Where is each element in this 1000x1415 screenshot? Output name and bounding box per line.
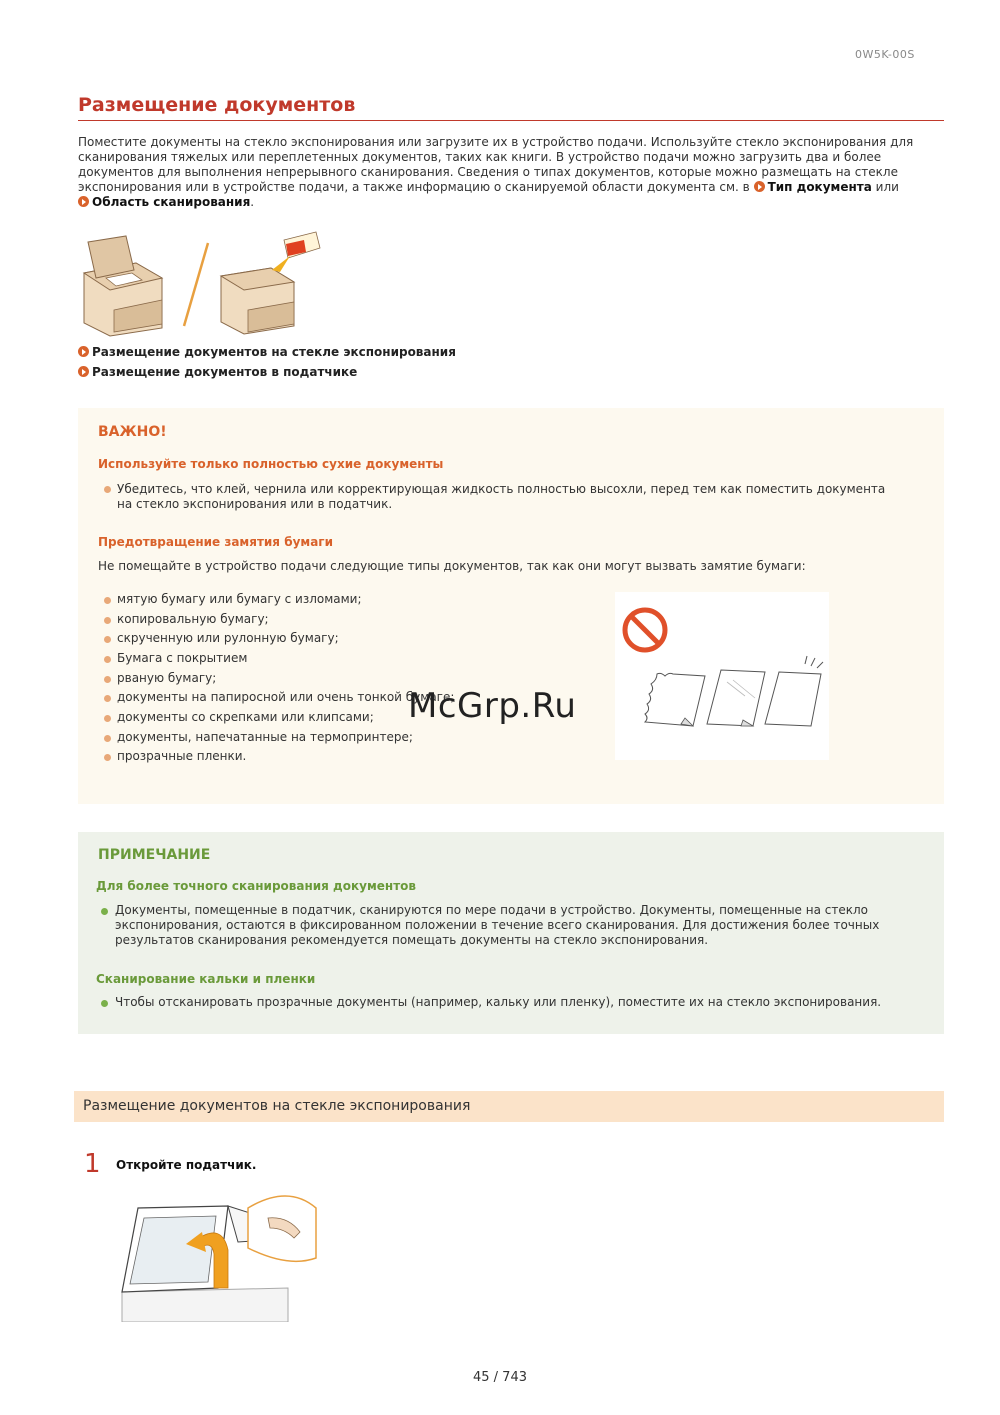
- important-subheading-dry: Используйте только полностью сухие документы: [98, 457, 444, 471]
- bullet-icon: [104, 636, 111, 643]
- important-dry-line: Убедитесь, что клей, чернила или корректирующая жидкость полностью высохли, перед тем как поместить документа: [117, 482, 886, 496]
- note-accuracy-line: результатов сканирования рекомендуется помещать документы на стекло экспонирования.: [115, 933, 709, 947]
- link-document-type-label: Тип документа: [767, 180, 872, 194]
- link-place-on-glass[interactable]: [78, 345, 456, 359]
- page-number: 45 / 743: [473, 1370, 527, 1385]
- page-title: Размещение документов: [78, 94, 356, 116]
- note-accuracy-text: [115, 903, 879, 948]
- watermark: McGrp.Ru: [408, 686, 577, 726]
- arrow-right-icon: [754, 181, 765, 192]
- list-item: документы со скрепками или клипсами;: [117, 710, 374, 724]
- important-dry-line: на стекло экспонирования или в податчик.: [117, 497, 393, 511]
- intro-line: [78, 180, 944, 195]
- link-scan-area[interactable]: [78, 195, 250, 209]
- important-dry-text: [117, 482, 885, 512]
- list-item: Бумага с покрытием: [117, 651, 248, 665]
- intro-line-text: экспонирования или в устройстве подачи, а также информацию о сканируемой области документа см. в: [78, 180, 750, 194]
- prohibited-icon: [625, 610, 665, 650]
- scanner-illustration: [76, 228, 326, 338]
- intro-line: сканирования тяжелых или переплетенных документов, таких как книги. В устройство подачи можно загрузить два и более: [78, 150, 882, 164]
- bullet-icon: [104, 735, 111, 742]
- list-item: копировальную бумагу;: [117, 612, 269, 626]
- important-heading: ВАЖНО!: [98, 424, 167, 440]
- step-number: 1: [84, 1149, 101, 1179]
- note-subheading-film: Сканирование кальки и пленки: [96, 972, 316, 986]
- link-scan-area-label: Область сканирования: [92, 195, 251, 209]
- intro-line-text: .: [250, 195, 255, 209]
- bullet-icon: [104, 656, 111, 663]
- intro-line: документов для выполнения непрерывного сканирования. Сведения о типах документов, которые можно размещать на стекле: [78, 165, 898, 179]
- title-divider: [78, 120, 944, 121]
- arrow-right-icon: [78, 346, 89, 357]
- bullet-icon: [101, 1000, 108, 1007]
- link-place-in-feeder[interactable]: [78, 365, 357, 379]
- prohibited-paper-illustration: [615, 592, 829, 760]
- bullet-icon: [104, 695, 111, 702]
- feeder-scanner-drawing: [221, 232, 320, 334]
- list-item: прозрачные пленки.: [117, 749, 247, 763]
- intro-line: [78, 195, 944, 210]
- document-id: 0W5K-00S: [855, 48, 915, 61]
- bullet-icon: [101, 908, 108, 915]
- list-item: документы на папиросной или очень тонкой бумаге;: [117, 690, 455, 704]
- bullet-icon: [104, 715, 111, 722]
- note-accuracy-line: Документы, помещенные в податчик, сканируются по мере подачи в устройство. Документы, помещенные на стекло: [115, 903, 868, 917]
- arrow-right-icon: [78, 366, 89, 377]
- intro-line-text: или: [875, 180, 899, 194]
- list-item: мятую бумагу или бумагу с изломами;: [117, 592, 362, 606]
- note-accuracy-line: экспонирования, остаются в фиксированном положении в течение всего сканирования. Для достижения более точных: [115, 918, 880, 932]
- link-place-on-glass-label: Размещение документов на стекле экспонирования: [92, 345, 456, 359]
- intro-paragraph: [78, 135, 944, 210]
- important-jam-intro: Не помещайте в устройство подачи следующие типы документов, так как они могут вызвать замятие бумаги:: [98, 559, 806, 573]
- list-item: документы, напечатанные на термопринтере;: [117, 730, 413, 744]
- step-instruction: Откройте податчик.: [116, 1158, 257, 1172]
- bullet-icon: [104, 486, 111, 493]
- list-item: рваную бумагу;: [117, 671, 217, 685]
- link-document-type[interactable]: [754, 180, 872, 194]
- bullet-icon: [104, 617, 111, 624]
- note-film-text: Чтобы отсканировать прозрачные документы (например, кальку или пленку), поместите их на стекло экспонирования.: [115, 995, 882, 1009]
- important-subheading-jam: Предотвращение замятия бумаги: [98, 535, 333, 549]
- bullet-icon: [104, 676, 111, 683]
- note-subheading-accuracy: Для более точного сканирования документов: [96, 879, 416, 893]
- platen-scanner-drawing: [84, 236, 162, 336]
- list-item: скрученную или рулонную бумагу;: [117, 631, 339, 645]
- link-place-in-feeder-label: Размещение документов в податчике: [92, 365, 358, 379]
- section-title: Размещение документов на стекле экспонирования: [83, 1098, 471, 1114]
- intro-line: Поместите документы на стекло экспонирования или загрузите их в устройство подачи. Используйте стекло экспонирования для: [78, 135, 914, 149]
- note-heading: ПРИМЕЧАНИЕ: [98, 847, 211, 863]
- open-feeder-illustration: [118, 1188, 318, 1322]
- bullet-icon: [104, 597, 111, 604]
- bullet-icon: [104, 754, 111, 761]
- arrow-right-icon: [78, 196, 89, 207]
